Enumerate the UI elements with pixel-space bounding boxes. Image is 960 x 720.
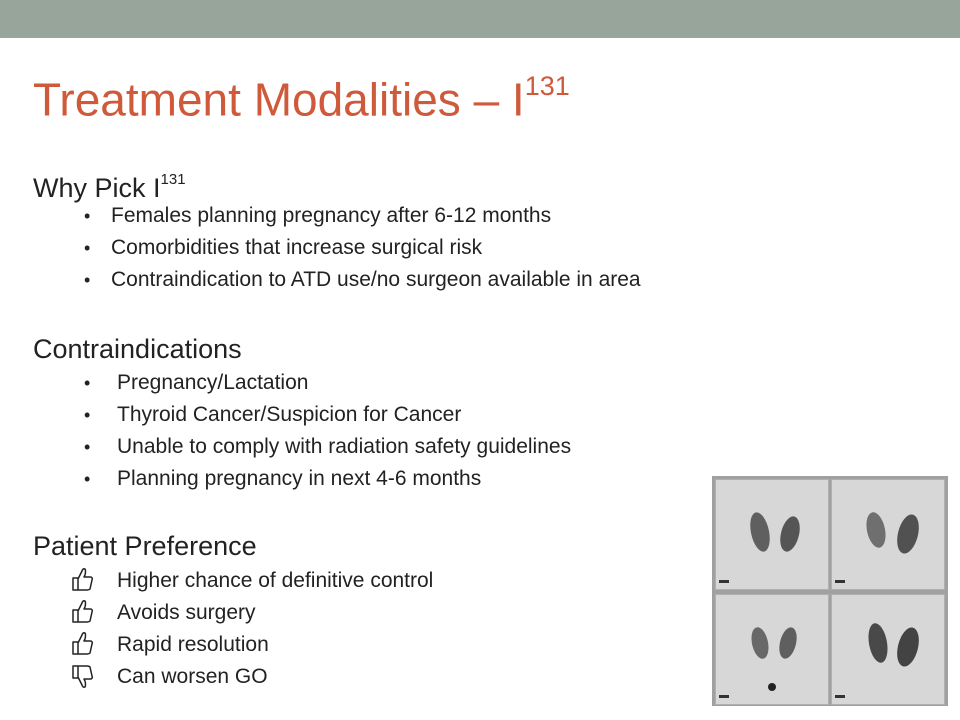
list-item-text: Females planning pregnancy after 6-12 months [111, 204, 552, 227]
scan-panel [831, 479, 945, 590]
bullet: • [84, 270, 91, 290]
scan-panel [715, 594, 829, 705]
list-item-text: Avoids surgery [117, 601, 256, 624]
scan-panel [715, 479, 829, 590]
list-item-text: Pregnancy/Lactation [117, 371, 309, 394]
section-heading-text: Why Pick I [33, 173, 161, 203]
list-item-text: Higher chance of definitive control [117, 569, 434, 592]
thumbs-down-icon [71, 664, 95, 690]
list-item-text: Rapid resolution [117, 633, 269, 656]
top-band [0, 0, 960, 38]
bullet: • [84, 469, 91, 489]
list-item-text: Thyroid Cancer/Suspicion for Cancer [117, 403, 462, 426]
title-superscript: 131 [524, 71, 570, 101]
section-heading-patient-preference: Patient Preference [33, 531, 257, 561]
thumbs-up-icon [71, 630, 95, 656]
slide-title [33, 62, 570, 127]
thumbs-up-icon [71, 566, 95, 592]
list-item-text: Contraindication to ATD use/no surgeon available in area [111, 268, 641, 291]
scan-panel [831, 594, 945, 705]
thumbs-up-icon [71, 598, 95, 624]
thyroid-scan-image [712, 476, 948, 706]
section-heading-why-pick [33, 167, 186, 204]
section-heading-superscript: 131 [160, 171, 186, 188]
bullet: • [84, 437, 91, 457]
bullet: • [84, 405, 91, 425]
bullet: • [84, 206, 91, 226]
title-text: Treatment Modalities – I [33, 73, 525, 126]
list-item-text: Planning pregnancy in next 4-6 months [117, 467, 482, 490]
bullet: • [84, 238, 91, 258]
list-item-text: Comorbidities that increase surgical risk [111, 236, 483, 259]
list-item-text: Can worsen GO [117, 665, 268, 688]
section-heading-contraindications: Contraindications [33, 334, 242, 364]
bullet: • [84, 373, 91, 393]
list-item-text: Unable to comply with radiation safety guidelines [117, 435, 572, 458]
